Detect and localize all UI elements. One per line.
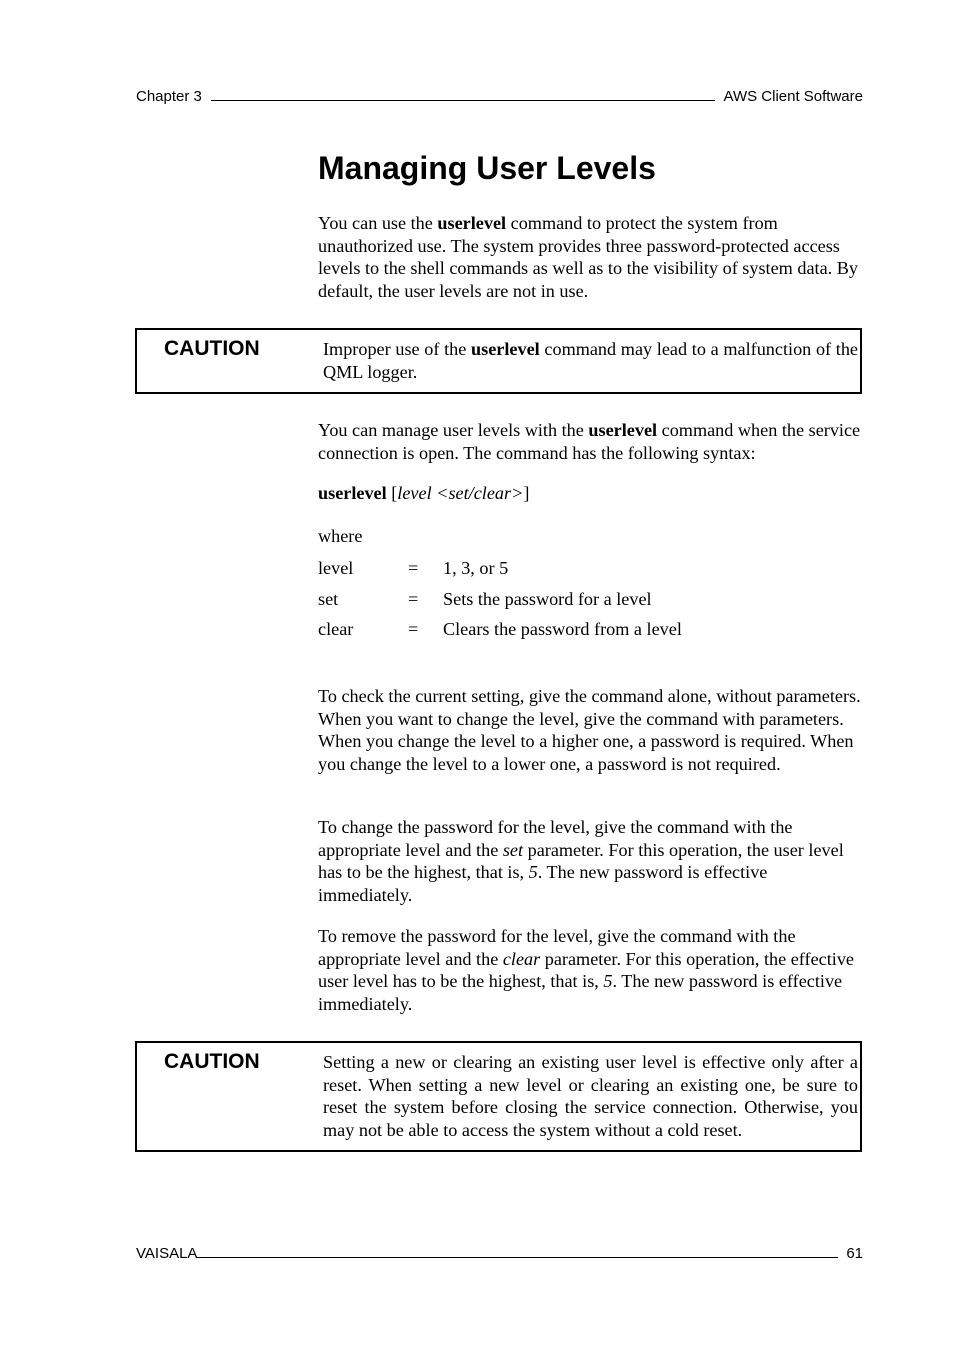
- command-name: userlevel: [437, 213, 507, 233]
- parameter-name: clear: [318, 619, 354, 639]
- remove-password-paragraph: To remove the password for the level, give the command with the appropriate level and the clear parameter. For this operation, the effective user level has to be the highest, that is, 5. The new password is effective immediately.: [318, 926, 854, 1014]
- parameter-description: 1, 3, or 5: [443, 558, 509, 578]
- command-syntax: userlevel [level <set/clear>]: [318, 483, 530, 503]
- caution-box: [135, 328, 862, 394]
- parameter-description: Sets the password for a level: [443, 588, 652, 609]
- command-name: userlevel: [588, 420, 658, 440]
- where-label: where: [318, 526, 363, 546]
- footer-rule: [197, 1243, 838, 1258]
- parameter-description: Clears the password from a level: [443, 619, 682, 639]
- parameter-name: set: [318, 588, 339, 609]
- syntax-args: level <set/clear>: [397, 483, 524, 503]
- page-number: 61: [846, 1245, 863, 1262]
- check-setting-paragraph: To check the current setting, give the command alone, without parameters. When you want to change the level, give the command with parameters. When you change the level to a higher one, a password is required. When you change the level to a lower one, a password is not required.: [318, 686, 861, 774]
- parameter-equals: =: [408, 619, 419, 639]
- page-header: [136, 86, 863, 106]
- page-title: Managing User Levels: [318, 150, 656, 186]
- caution-text: Improper use of the userlevel command may lead to a malfunction of the QML logger.: [323, 339, 858, 382]
- manage-paragraph: You can manage user levels with the userlevel command when the service connection is open. The command has the following syntax:: [318, 420, 861, 463]
- syntax-command: userlevel: [318, 483, 387, 503]
- caution-label: CAUTION: [164, 1050, 260, 1073]
- command-name: userlevel: [471, 339, 540, 359]
- intro-paragraph: You can use the userlevel command to protect the system from unauthorized use. The system provides three password-protected access levels to the shell commands as well as to the visibility of system data. By default, the user levels are not in use.: [318, 213, 858, 301]
- caution-box: [135, 1041, 862, 1152]
- header-section: AWS Client Software: [723, 88, 863, 105]
- change-password-paragraph: To change the password for the level, give the command with the appropriate level and the set parameter. For this operation, the user level has to be the highest, that is, 5. The new password is effective immediately.: [318, 817, 844, 905]
- parameter-equals: =: [408, 558, 419, 578]
- parameter-equals: =: [408, 588, 419, 609]
- caution-label: CAUTION: [164, 337, 260, 360]
- page-footer: [136, 1243, 863, 1263]
- parameter-name: level: [318, 558, 354, 578]
- footer-company: VAISALA: [136, 1245, 198, 1262]
- header-chapter: Chapter 3: [136, 88, 202, 105]
- header-rule: [211, 86, 715, 101]
- caution-text: Setting a new or clearing an existing user level is effective only after a reset. When setting a new level or clearing an existing one, be sure to reset the system before closing the service connection. Otherwise, you may not be able to access the system without a cold reset.: [323, 1052, 858, 1140]
